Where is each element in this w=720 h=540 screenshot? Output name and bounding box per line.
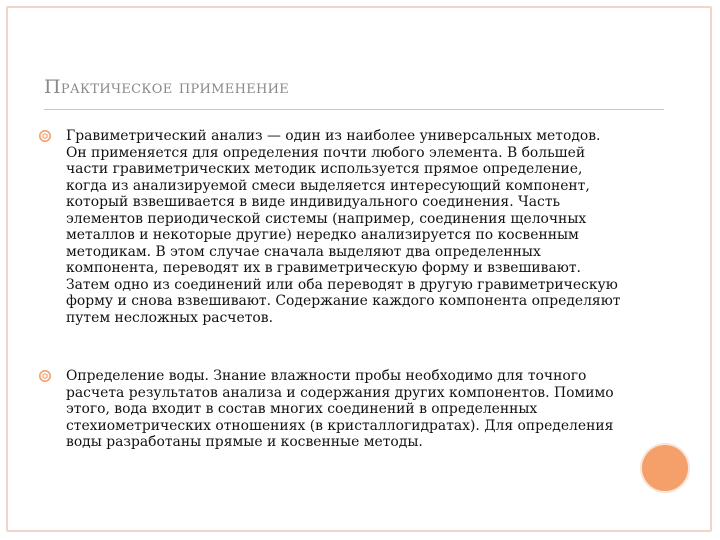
bullet-text-2: Определение воды. Знание влажности пробы необходимо для точного расчета результатов анализа и содержания других компонентов. Помимо этого, вода входит в состав многих соединений в определенных стехиометрических отношениях (в кристаллогидратах). Для определения воды разработаны прямые и косвенные методы. — [66, 368, 614, 450]
bullet-text-1: Гравиметрический анализ — один из наиболее универсальных методов. Он применяется для определения почти любого элемента. В большей части гравиметрических методик используется прямое определение, когда из анализируемой смеси выделяется интересующий компонент, который взвешивается в виде индивидуального соединения. Часть элементов периодической системы (например, соединения щелочных металлов и некоторые другие) нередко анализируется по косвенным методикам. В этом случае сначала выделяют два определенных компонента, переводят их в гравиметрическую форму и взвешивают. Затем одно из соединений или оба переводят в другую гравиметрическую форму и снова взвешивают. Содержание каждого компонента определяют путем несложных расчетов. — [66, 128, 621, 326]
bullet-item-2 — [38, 368, 614, 450]
decorative-circle — [642, 445, 688, 491]
circle-bullet-icon — [38, 129, 52, 143]
bullet-item-1 — [38, 128, 621, 326]
circle-bullet-icon — [38, 369, 52, 383]
slide-title: Практическое применение — [44, 76, 290, 98]
title-divider — [44, 109, 664, 110]
